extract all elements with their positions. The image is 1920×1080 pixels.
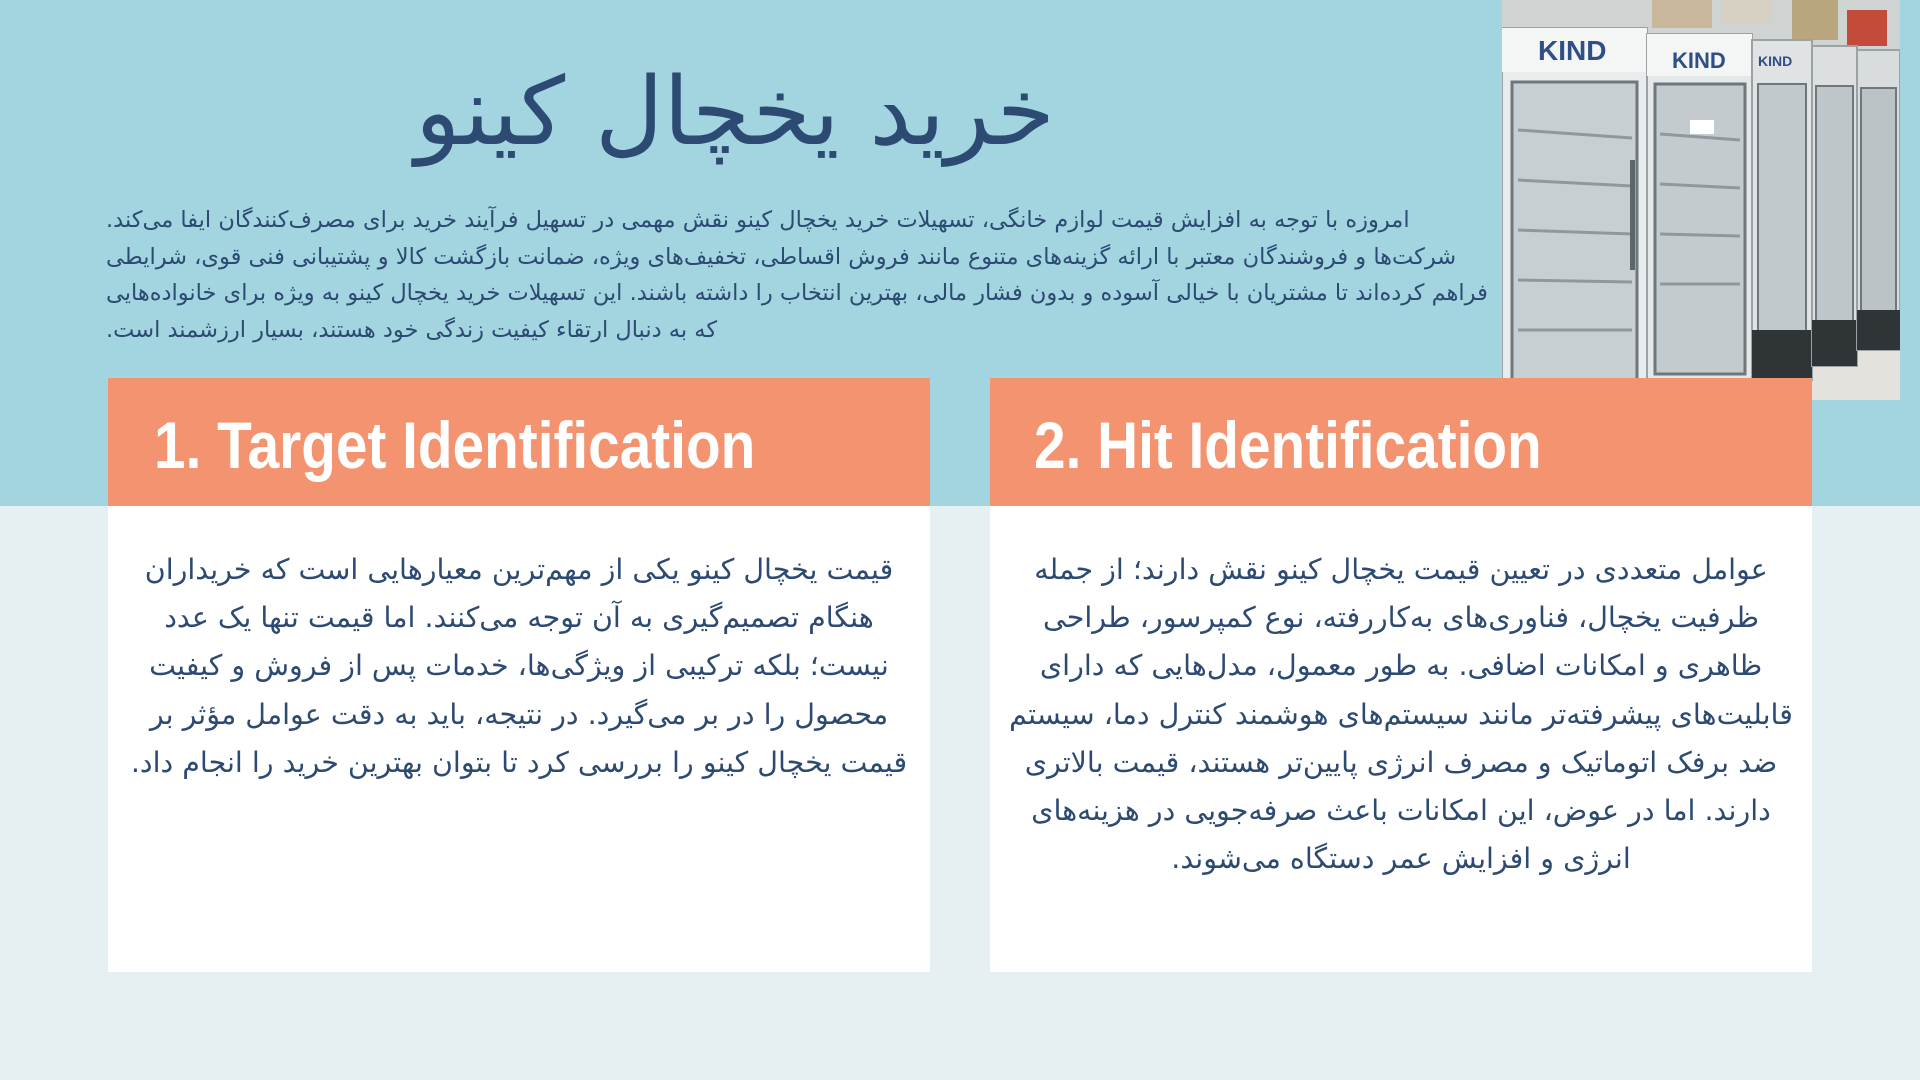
fridge-unit bbox=[1812, 46, 1857, 366]
brand-logo: KIND bbox=[1538, 35, 1607, 66]
card-heading: 2. Hit Identification bbox=[1034, 408, 1542, 482]
fridge-unit bbox=[1857, 50, 1900, 350]
refrigerator-photo bbox=[1502, 0, 1900, 400]
card-heading: 1. Target Identification bbox=[154, 408, 756, 482]
fridge-unit bbox=[1752, 40, 1812, 380]
intro-paragraph: امروزه با توجه به افزایش قیمت لوازم خانگی، تسهیلات خرید یخچال کینو نقش مهمی در تسهیل فرآیند خرید برای مصرف‌کنندگان ایفا می‌کند. شرکت‌ها و فروشندگان معتبر با ارائه گزینه‌های متنوع مانند فروش اقساطی، تخفیف‌های ویژه، ضمانت بازگشت کالا و پشتیبانی فنی قوی، شرایطی فراهم کرده‌اند تا مشتریان با خیالی آسوده و بدون فشار مالی، بهترین انتخاب را داشته باشند. این تسهیلات خرید یخچال کینو به ویژه برای خانواده‌هایی که به دنبال ارتقاء کیفیت زندگی خود هستند، بسیار ارزشمند است. bbox=[106, 207, 1488, 343]
card-header bbox=[990, 378, 1812, 506]
card-body-text: عوامل متعددی در تعیین قیمت یخچال کینو نقش دارند؛ از جمله ظرفیت یخچال، فناوری‌های به‌کاررفته، نوع کمپرسور، طراحی ظاهری و امکانات اضافی. به طور معمول، مدل‌هایی که دارای قابلیت‌های پیشرفته‌تر مانند سیستم‌های هوشمند کنترل دما، سیستم ضد برفک اتوماتیک و مصرف انرژی پایین‌تر هستند، قیمت بالاتری دارند. اما در عوض، این امکانات باعث صرفه‌جویی در هزینه‌های انرژی و افزایش عمر دستگاه می‌شوند. bbox=[1009, 553, 1793, 876]
card-header bbox=[108, 378, 930, 506]
fridge-unit bbox=[1502, 28, 1647, 400]
brand-logo: KIND bbox=[1758, 53, 1793, 69]
card-hit-identification bbox=[990, 378, 1812, 972]
fridge-unit bbox=[1647, 34, 1752, 394]
brand-logo: KIND bbox=[1672, 48, 1726, 73]
card-body-text: قیمت یخچال کینو یکی از مهم‌ترین معیارهایی است که خریداران هنگام تصمیم‌گیری به آن توجه می‌کنند. اما قیمت تنها یک عدد نیست؛ بلکه ترکیبی از ویژگی‌ها، خدمات پس از فروش و کیفیت محصول را در بر می‌گیرد. در نتیجه، باید به دقت عوامل مؤثر بر قیمت یخچال کینو را بررسی کرد تا بتوان بهترین خرید را انجام داد. bbox=[130, 553, 908, 779]
card-target-identification bbox=[108, 378, 930, 972]
page-title: خرید یخچال کینو bbox=[415, 58, 1055, 167]
